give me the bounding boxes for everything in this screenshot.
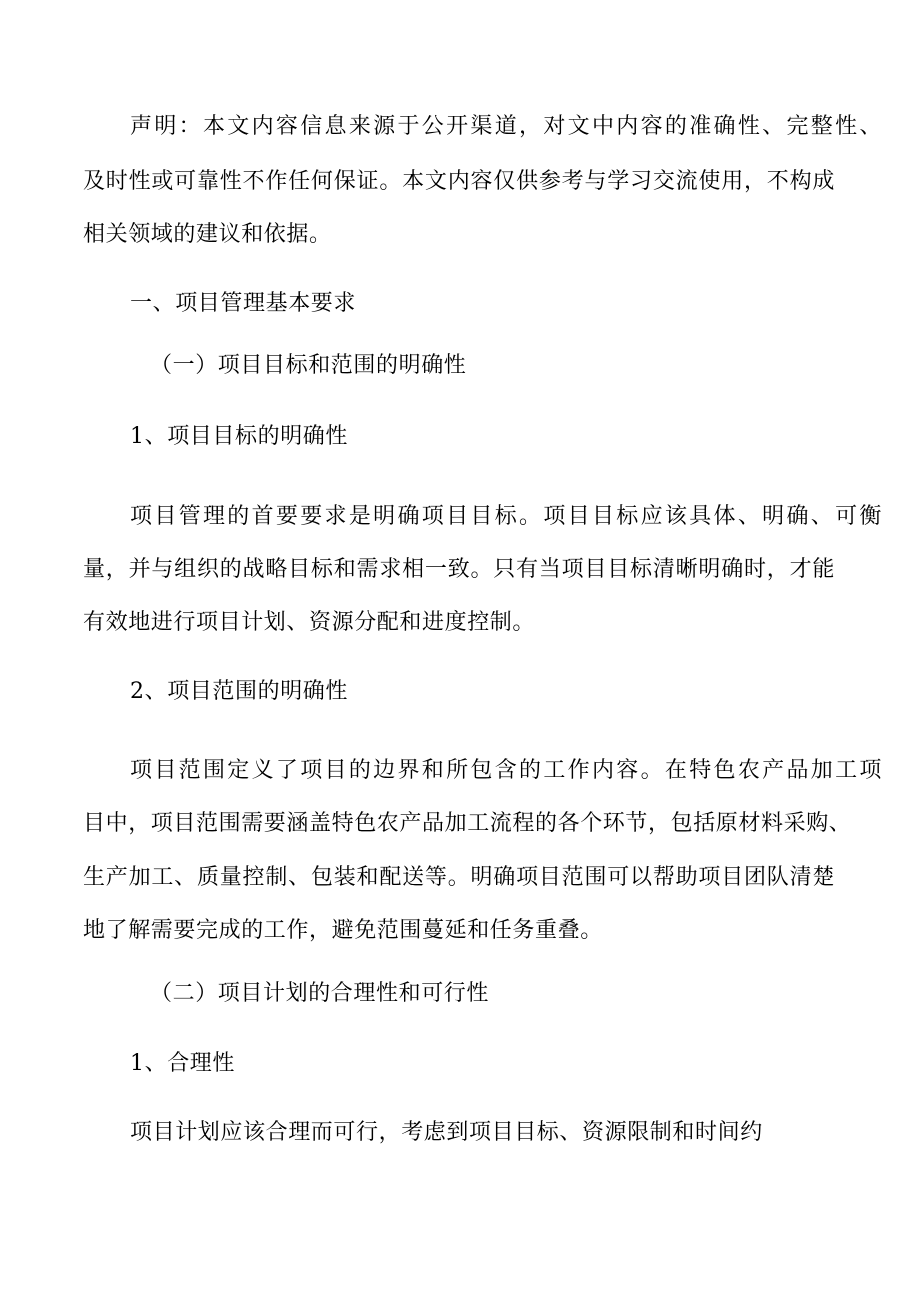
item1-body-line-3: 有效地进行项目计划、资源分配和进度控制。 <box>83 610 536 635</box>
item-heading-2: 2、项目范围的明确性 <box>130 679 348 704</box>
item1-body-line-2: 量，并与组织的战略目标和需求相一致。只有当项目目标清晰明确时，才能 <box>83 557 835 582</box>
section-heading: 一、项目管理基本要求 <box>130 291 357 316</box>
item-heading-1: 1、项目目标的明确性 <box>130 424 348 449</box>
disclaimer-line-2: 及时性或可靠性不作任何保证。本文内容仅供参考与学习交流使用，不构成 <box>83 169 835 194</box>
item2-body-line-1: 项目范围定义了项目的边界和所包含的工作内容。在特色农产品加工项 <box>130 758 882 783</box>
item1-body-line-1: 项目管理的首要要求是明确项目目标。项目目标应该具体、明确、可衡 <box>130 504 882 529</box>
item2-body-line-3: 生产加工、质量控制、包装和配送等。明确项目范围可以帮助项目团队清楚 <box>83 865 835 890</box>
subsection-heading-2: （二）项目计划的合理性和可行性 <box>150 981 490 1006</box>
disclaimer-line-3: 相关领域的建议和依据。 <box>83 222 332 247</box>
item3-body-line-1: 项目计划应该合理而可行，考虑到项目目标、资源限制和时间约 <box>130 1120 763 1145</box>
subsection-heading-1: （一）项目目标和范围的明确性 <box>150 353 467 378</box>
item2-body-line-2: 目中，项目范围需要涵盖特色农产品加工流程的各个环节，包括原材料采购、 <box>83 811 852 836</box>
disclaimer-line-1: 声明：本文内容信息来源于公开渠道，对文中内容的准确性、完整性、 <box>130 114 882 139</box>
item2-body-line-4: 地了解需要完成的工作，避免范围蔓延和任务重叠。 <box>83 918 603 943</box>
item-heading-3: 1、合理性 <box>130 1051 235 1076</box>
